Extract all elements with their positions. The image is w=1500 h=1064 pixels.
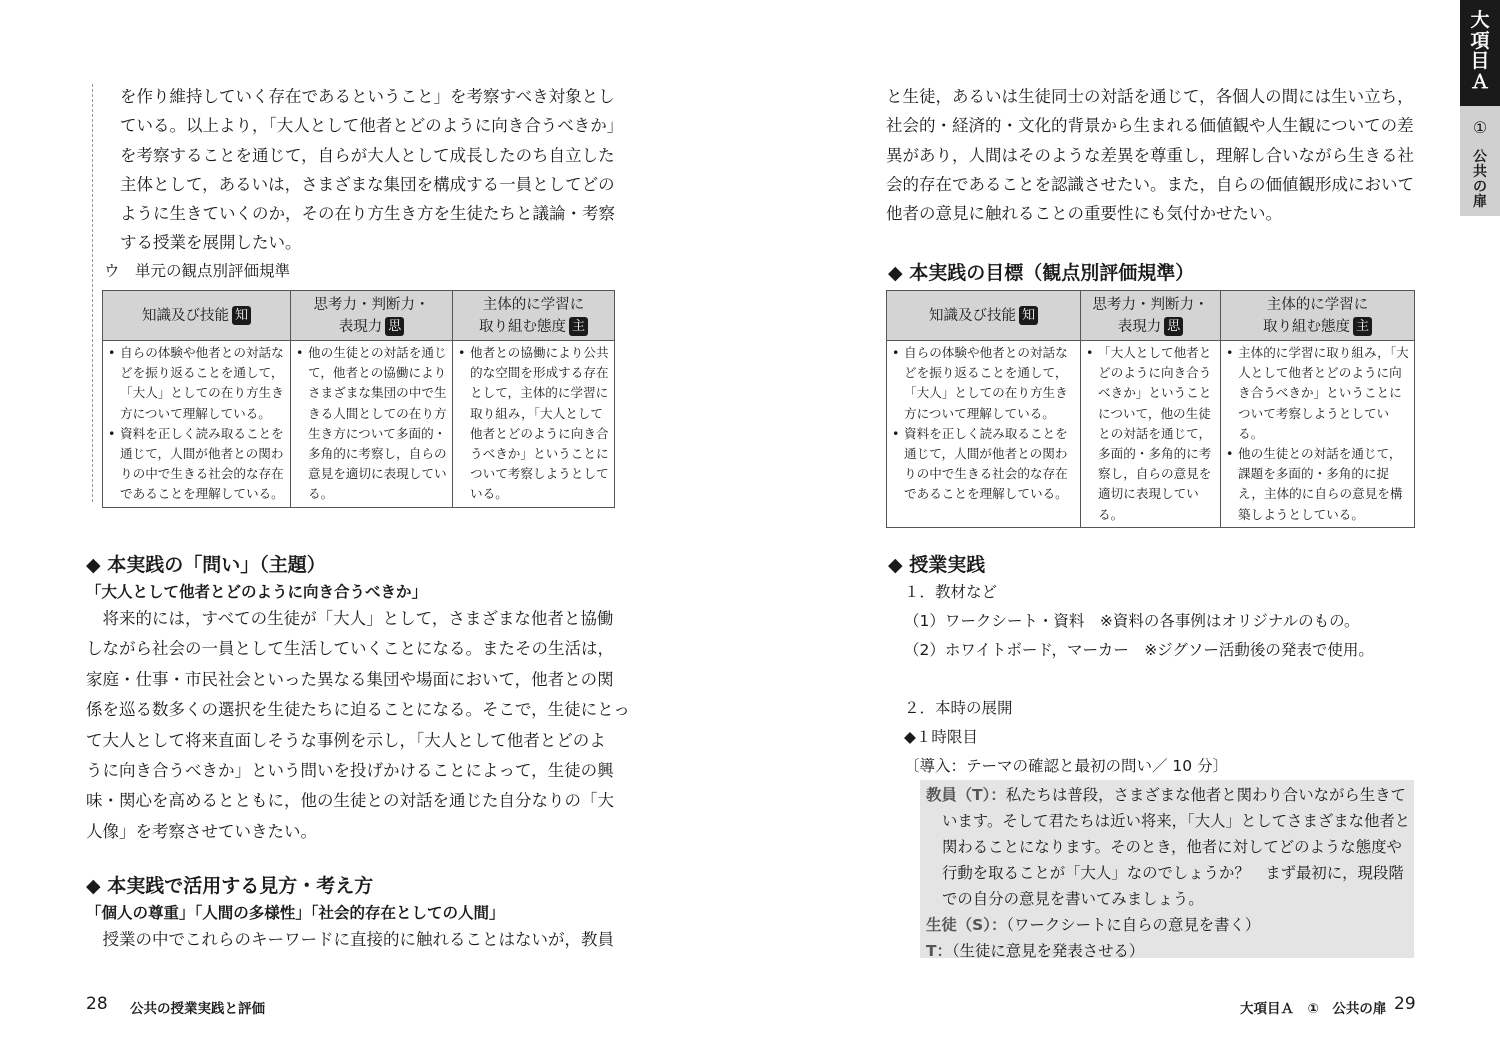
- bullet-item: • 資料を正しく読み取ることを通じて，人間が他者との関わりの中で生きる社会的な存在であることを理解している。: [108, 425, 284, 502]
- viewpoint-body: 授業の中でこれらのキーワードに直接的に触れることはないが，教員: [86, 930, 614, 949]
- item-development: ２．本時の展開: [904, 699, 1013, 717]
- bullet-item: • 自らの体験や他者との対話などを振り返ることを通して，「大人」としての在り方生き方について理解している。: [892, 345, 1068, 421]
- text-line: を考察することを通じて，自らが大人として成長したのち自立した: [120, 145, 615, 165]
- section-heading-goal: ◆ 本実践の目標（観点別評価規準）: [888, 262, 1195, 284]
- running-title-right: 大項目Ａ ① 公共の扉: [1240, 1001, 1387, 1017]
- bullet-item: • 自らの体験や他者との対話などを振り返ることを通して，「大人」としての在り方生き方について理解している。: [108, 345, 284, 421]
- side-tab-number: ①: [1472, 118, 1488, 137]
- left-evaluation-table: [102, 290, 615, 508]
- question-body: 将来的には，すべての生徒が「大人」として，さまざまな他者と協働 しながら社会の一員として生活していくことになる。またその生活は， 家庭・仕事・市民社会といった異なる集団や場面において，他者との関 係を巡る数多くの選択を生徒たちに迫ることになる。そこで，生徒にとっ て大人として将来直面しそうな事例を示し，「大人として他者とどのよ うに向き合うべきか」という問いを投げかけることによって，生徒の興 味・関心を高めるとともに，他の生徒との対話を通じた自分なりの「大 人像」を考察させていきたい。: [86, 609, 630, 841]
- t-label: T：: [926, 942, 952, 960]
- keywords-text: 「個人の尊重」「人間の多様性」「社会的存在としての人間」: [86, 904, 505, 922]
- teacher-label: 教員（T）：: [926, 786, 1006, 804]
- knowledge-mark: 知: [232, 306, 251, 325]
- bullet-item: • 資料を正しく読み取ることを通じて，人間が他者との関わりの中で生きる社会的な存在であることを理解している。: [892, 425, 1068, 502]
- teacher-dialog: 教員（T）：私たちは普段，さまざまな他者と関わり合いながら生きて います。そして君たちは近い将来，「大人」としてさまざまな他者と 関わることになります。そのとき，他者に対してどのような態度や 行動を取ることが「大人」なのでしょうか？ まず最初に，現段階 での自分の意見を書いてみましょう。 生徒（S）：（ワークシートに自らの意見を書く） T：（生徒に意見を発表させる）: [926, 786, 1411, 960]
- cell-thinking: [1081, 341, 1221, 528]
- item-worksheet: （1）ワークシート・資料 ※資料の各事例はオリジナルのもの。: [904, 612, 1360, 630]
- text-line: する授業を展開したい。: [120, 233, 302, 253]
- header-knowledge: 知識及び技能 知: [887, 291, 1081, 341]
- side-tab-label: 大 項 目 Ａ: [1470, 9, 1490, 93]
- attitude-mark: 主: [569, 317, 588, 336]
- thinking-mark: 思: [385, 317, 404, 336]
- margin-dotted-rule: [92, 84, 93, 502]
- text-line: ている。以上より，「大人として他者とどのように向き合うべきか」: [120, 116, 624, 136]
- bullet-item: • 他の生徒との対話を通じて，課題を多面的・多角的に捉え，主体的に自らの意見を構築しようとしている。: [1226, 446, 1403, 522]
- page-number-right: 29: [1394, 994, 1416, 1014]
- question-text: 「大人として他者とどのように向き合うべきか」: [86, 583, 428, 601]
- thinking-mark: 思: [1164, 317, 1183, 336]
- cell-knowledge: [103, 341, 291, 508]
- section-heading-viewpoint: ◆ 本実践で活用する見方・考え方: [86, 875, 374, 897]
- bullet-item: • 他者との協働により公共的な空間を形成する存在として，主体的に学習に取り組み，「大人として他者とどのように向き合うべきか」ということについて考察しようとしている。: [458, 345, 609, 502]
- bullet-item: • 「大人として他者とどのように向き合うべきか」ということについて，他の生徒との対話を通じて，多面的・多角的に考察し，自らの意見を適切に表現している。: [1086, 345, 1212, 522]
- right-evaluation-table: [886, 290, 1415, 528]
- text-line: を作り維持していく存在であるということ」を考察すべき対象とし: [120, 87, 615, 106]
- bullet-item: • 他の生徒との対話を通じて，他者との協働によりさまざまな集団の中で生きる人間としての在り方生き方について多面的・多角的に考察し，自らの意見を適切に表現している。: [296, 345, 447, 502]
- text-line: ように生きていくのか，その在り方生き方を生徒たちと議論・考察: [120, 204, 615, 224]
- period-label: ◆１時限目: [904, 728, 978, 746]
- bullet-item: • 主体的に学習に取り組み，「大人として他者とどのように向き合うべきか」ということについて考察しようとしている。: [1226, 345, 1409, 441]
- left-continued-paragraph: [120, 82, 624, 258]
- cell-attitude: [1221, 341, 1415, 528]
- intro-label: 〔導入：テーマの確認と最初の問い／ 10 分〕: [904, 757, 1229, 775]
- cell-thinking: [291, 341, 453, 508]
- right-continued-paragraph: と生徒，あるいは生徒同士の対話を通じて，各個人の間には生い立ち， 社会的・経済的・文化的背景から生まれる価値観や人生観についての差 異があり，人間はそのような差異を尊重し，理解し合いながら生きる社 会的存在であることを認識させたい。また，自らの価値観形成において 他者の意見に触れることの重要性にも気付かせたい。: [886, 87, 1414, 224]
- header-thinking: 思考力・判断力・ 表現力 思: [1081, 291, 1221, 341]
- side-tab-title: 公 共 の 扉: [1473, 149, 1487, 211]
- item-materials: １．教材など: [904, 583, 998, 601]
- header-thinking: 思考力・判断力・ 表現力 思: [291, 291, 453, 341]
- student-label: 生徒（S）：: [926, 916, 1007, 934]
- subheading-unit-criteria: ウ 単元の観点別評価規準: [104, 262, 291, 280]
- page-number-left: 28: [86, 994, 108, 1014]
- section-heading-question: ◆ 本実践の「問い」（主題）: [86, 554, 326, 576]
- header-attitude: 主体的に学習に 取り組む態度 主: [1221, 291, 1415, 341]
- text-line: 主体として，あるいは，さまざまな集団を構成する一員としてどの: [120, 174, 615, 194]
- running-title-left: 公共の授業実践と評価: [130, 1001, 265, 1017]
- section-heading-practice: ◆ 授業実践: [888, 554, 986, 576]
- attitude-mark: 主: [1353, 317, 1372, 336]
- header-knowledge: 知識及び技能 知: [103, 291, 291, 341]
- header-attitude: 主体的に学習に 取り組む態度 主: [453, 291, 615, 341]
- cell-knowledge: [887, 341, 1081, 528]
- item-whiteboard: （2）ホワイトボード，マーカー ※ジグソー活動後の発表で使用。: [904, 641, 1374, 659]
- knowledge-mark: 知: [1019, 306, 1038, 325]
- cell-attitude: [453, 341, 615, 508]
